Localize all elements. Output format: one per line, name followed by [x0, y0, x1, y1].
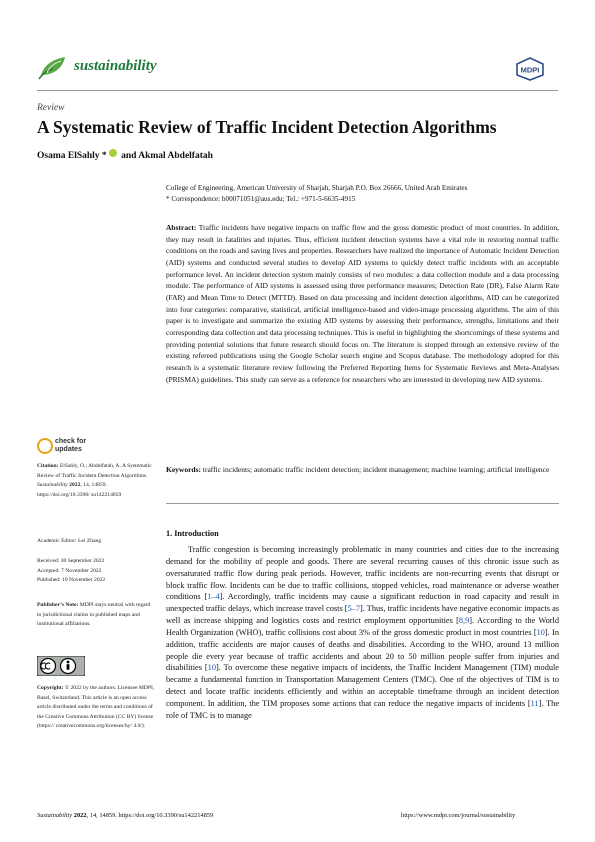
check-updates-line2: updates: [55, 445, 82, 453]
citation-ref[interactable]: 8,9: [458, 616, 470, 626]
footer-citation: [37, 812, 213, 819]
journal-name: sustainability: [74, 58, 157, 74]
copyright-block: [37, 684, 155, 732]
section-heading: 1. Introduction: [166, 529, 219, 538]
citation-ref[interactable]: 1–4: [207, 592, 220, 602]
received-date: Received: 30 September 2022: [37, 558, 105, 564]
paragraph: Traffic congestion is becoming increasingly problematic in many countries and cities due to the increasing demand for the mobility of people and goods. There are several recurring causes of this chronic issue such as oversaturated traffic flow during peak periods. However, traffic incidents are non-recurring events that disrupt or block traffic flow. Incidents can be due to traffic collisions, stopped vehicles, road maintenance or adverse weather conditions [1–4]. Accordingly, traffic incidents may cause a significant reduction in road capacity and result in unexpected traffic delays, which increase travel costs [5–7]. Thus, traffic incidents have negative economic impacts as well as increase shipping and logistics costs and restrict employment opportunities [8,9]. According to the World Health Organization (WHO), traffic collisions cost about 3% of the gross domestic product in most countries [10]. In addition, traffic accidents are major causes of deaths and disabilities. According to the WHO, around 13 million people die every year because of traffic accidents and about 20 to 50 million people suffer from injuries and disabilities [10]. To overcome these negative impacts of incidents, the Traffic Incident Management (TIM) module became a fundamental function in Transportation Management Centers (TMC). One of the objectives of TIM is to detect and locate traffic incidents efficiently and within an acceptable timeframe through an incident detection component. In addition, the TIM proposes some actions that can reduce the negative impacts of incidents [11]. The role of TMC is to manage: [166, 545, 559, 720]
author-1[interactable]: Osama ElSahly *: [37, 151, 107, 161]
citation-doi[interactable]: , 14, 14859. https://doi.org/10.3390/ su142214859: [37, 482, 122, 498]
body-text: [166, 544, 559, 722]
orcid-icon[interactable]: [109, 149, 117, 157]
mdpi-logo-icon: [515, 57, 545, 81]
citation-ref[interactable]: 5–7: [347, 604, 361, 614]
keywords-divider: [166, 503, 559, 504]
abstract: [166, 222, 559, 385]
keywords-text: traffic incidents; automatic traffic incident detection; incident management; machine learning; artificial intelligence: [202, 465, 550, 474]
citation-label: Citation:: [37, 463, 59, 469]
publisher-note-label: Publisher’s Note:: [37, 602, 79, 608]
header-divider: [37, 90, 558, 91]
footer-journal: Sustainability: [37, 812, 73, 819]
footer-year: 2022: [73, 812, 87, 819]
article-title: A Systematic Review of Traffic Incident Detection Algorithms: [37, 117, 497, 137]
copyright-text: © 2022 by the authors. Licensee MDPI, Basel, Switzerland. This article is an open access article distributed under the terms and conditions of the Creative Commons Attribution (CC BY) license (https:// creativecommons.org/licenses/by/ 4.0/).: [37, 685, 155, 730]
footer-doi[interactable]: , 14, 14859. https://doi.org/10.3390/su142214859: [86, 812, 214, 819]
citation-journal: Sustainability: [37, 482, 68, 489]
journal-leaf-logo-icon: [37, 53, 69, 81]
mdpi-logo-text: MDPI: [520, 65, 540, 75]
citation-ref[interactable]: 10: [207, 663, 216, 673]
footer-journal-url[interactable]: https://www.mdpi.com/journal/sustainability: [401, 812, 516, 819]
academic-editor: Academic Editor: Lei Zhang: [37, 538, 102, 544]
publisher-note: [37, 601, 155, 630]
citation-text: ElSahly, O.; Abdelfatah, A. A Systematic Review of Traffic Incident Detection Algorithms.: [37, 463, 152, 479]
author-2[interactable]: and Akmal Abdelfatah: [118, 151, 213, 161]
publisher-note-text: MDPI stays neutral with regard to jurisdictional claims in published maps and institutional affiliations.: [37, 602, 151, 628]
copyright-label: Copyright:: [37, 685, 64, 691]
article-type: Review: [37, 103, 65, 113]
affiliation-line: College of Engineering, American University of Sharjah, Sharjah P.O. Box 26666, United Arab Emirates: [166, 184, 468, 192]
cc-by-license-icon[interactable]: [37, 656, 85, 676]
abstract-label: Abstract:: [166, 223, 197, 232]
check-for-updates-badge[interactable]: [37, 438, 97, 458]
check-updates-line1: check for: [55, 438, 87, 445]
abstract-text: Traffic incidents have negative impacts on traffic flow and the gross domestic product of most countries. In addition, they may result in fatalities and injuries. Thus, efficient incident detection systems have a vital role in restoring normal traffic conditions on the roads and saving lives and properties. Researchers have realized the importance of Automatic Incident Detection (AID) systems and conducted several studies to develop AID systems to quickly detect traffic incidents with an acceptable performance level. An incident detection system mainly consists of two modules: a data collection module and a data processing module. The performance of AID systems is assessed using three performance measures; Detection Rate (DR), False Alarm Rate (FAR) and Mean Time to Detect (MTTD). Based on data processing and incident detection algorithms, AID can be categorized into four categories: comparative, statistical, artificial intelligence-based and video-image processing algorithms. The aim of this paper is to investigate and summarize the existing AID systems by assessing their performance, strengths, limitations and their corresponding data collection and data processing techniques. This is useful in highlighting the shortcomings of these systems and providing potential solutions that future research should focus on. The literature is stopped through an extensive review of the existing refereed publications using the Google Scholar search engine and Scopus database. The methodology adopted for this research is a systematic literature review following the Preferred Reporting Items for Systematic Reviews and Meta-Analyses (PRISMA) guidelines. This study can serve as a reference for researchers who are interested in developing new AID systems.: [166, 223, 559, 384]
published-date: Published: 10 November 2022: [37, 577, 106, 584]
check-updates-icon: [37, 438, 53, 454]
author-list: [37, 149, 213, 161]
dates-block: [37, 557, 155, 586]
citation-ref[interactable]: 11: [530, 698, 539, 708]
citation-year: 2022: [69, 482, 81, 489]
keywords: [166, 464, 559, 476]
correspondence-line: * Correspondence: b00071051@aus.edu; Tel.: +971-5-6635-4915: [166, 195, 356, 203]
accepted-date: Accepted: 7 November 2022: [37, 567, 102, 574]
citation-block: [37, 462, 155, 500]
keywords-label: Keywords:: [166, 465, 201, 474]
affiliations: [166, 183, 566, 205]
citation-ref[interactable]: 10: [536, 627, 545, 637]
